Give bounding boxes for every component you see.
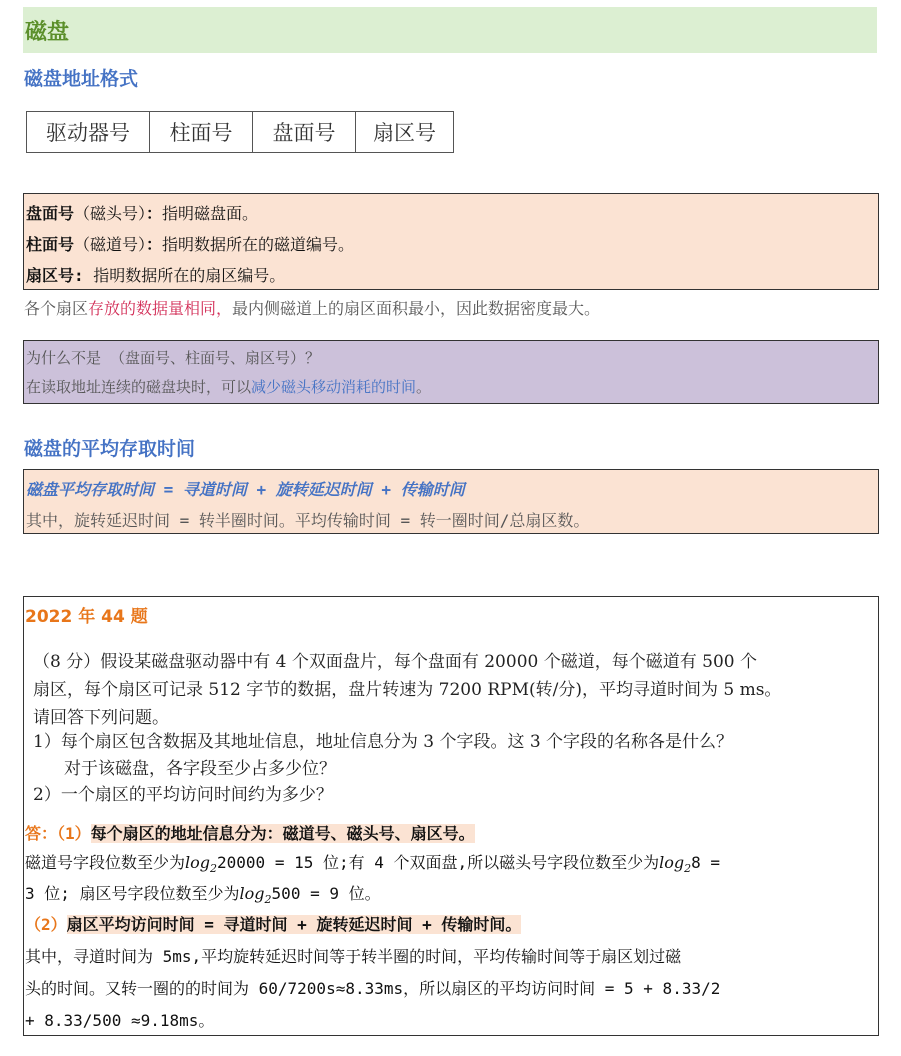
calc-line-1 [25, 850, 720, 875]
answer-2-text: 扇区平均访问时间 = 寻道时间 + 旋转延迟时间 + 传输时间。 [66, 915, 522, 934]
explain-line: 头的时间。又转一圈的的时间为 60/7200s≈8.33ms，所以扇区的平均访问时间 = 5 + 8.33/2 [25, 979, 721, 998]
definition-desc: 指明磁盘面。 [162, 204, 259, 223]
definition-paren: （磁道号） [74, 235, 147, 254]
definition-sector [26, 263, 285, 286]
log-symbol: log [239, 884, 265, 903]
access-time-formula: 磁盘平均存取时间 = 寻道时间 + 旋转延迟时间 + 传输时间 [26, 480, 465, 499]
definition-cylinder [26, 232, 354, 255]
calc-text: 500 = 9 位。 [271, 884, 381, 903]
question-line: （8 分）假设某磁盘驱动器中有 4 个双面盘片，每个盘面有 20000 个磁道，每个磁道有 500 个 [33, 652, 757, 672]
definition-term: 扇区号 [26, 266, 75, 285]
why-box [23, 340, 879, 404]
field-sector-number: 扇区号 [356, 112, 454, 153]
answer-1-text: 每个扇区的地址信息分为：磁道号、磁头号、扇区号。 [90, 824, 475, 843]
field-cylinder-number: 柱面号 [150, 112, 253, 153]
calc-text: 3 位; 扇区号字段位数至少为 [25, 884, 240, 903]
sector-note-highlight: 存放的数据量相同， [88, 299, 233, 318]
definition-desc: 指明数据所在的扇区编号。 [83, 266, 286, 285]
definitions-box [23, 193, 879, 290]
log-base: 2 [210, 862, 218, 876]
definition-term: 柱面号 [26, 235, 75, 254]
sector-note [24, 296, 600, 319]
definition-colon: : [74, 266, 84, 285]
calc-text: 20000 = 15 位;有 4 个双面盘,所以磁头号字段位数至少为 [217, 853, 660, 872]
definition-paren: （磁头号） [74, 204, 147, 223]
definition-colon: ： [146, 235, 163, 254]
calc-text: 8 = [691, 853, 721, 872]
exam-question-box [23, 596, 879, 1036]
log-symbol: log [185, 853, 211, 872]
why-question: 为什么不是 （盘面号、柱面号、扇区号）？ [26, 349, 321, 367]
address-format-heading: 磁盘地址格式 [24, 68, 139, 90]
access-time-box [23, 469, 879, 534]
sector-note-post: 最内侧磁道上的扇区面积最小，因此数据密度最大。 [232, 299, 601, 318]
question-line: 2）一个扇区的平均访问时间约为多少？ [33, 785, 333, 805]
definition-desc: 指明数据所在的磁道编号。 [162, 235, 355, 254]
why-answer-post: 。 [416, 378, 432, 396]
log-base: 2 [684, 862, 692, 876]
definition-surface [26, 201, 258, 224]
definition-colon: ： [146, 204, 163, 223]
log-base: 2 [264, 893, 272, 907]
access-time-heading: 磁盘的平均存取时间 [24, 438, 196, 460]
page-title: 磁盘 [25, 19, 70, 45]
question-line: 请回答下列问题。 [33, 708, 169, 728]
answer-2-label: （2） [25, 915, 67, 934]
question-line: 扇区，每个扇区可记录 512 字节的数据，盘片转速为 7200 RPM(转/分)，平均寻道时间为 5 ms。 [33, 680, 782, 700]
sector-note-pre: 各个扇区 [24, 299, 89, 318]
explain-line: + 8.33/500 ≈9.18ms。 [25, 1011, 215, 1030]
answer-label: 答：（1） [25, 824, 91, 843]
why-answer [26, 376, 431, 397]
question-line: 对于该磁盘，各字段至少占多少位？ [64, 759, 336, 779]
field-drive-number: 驱动器号 [27, 112, 150, 153]
question-line: 1）每个扇区包含数据及其地址信息，地址信息分为 3 个字段。这 3 个字段的名称各是什么？ [33, 732, 734, 752]
log-symbol: log [659, 853, 685, 872]
calc-line-2 [25, 881, 381, 906]
title-bar [23, 7, 877, 53]
definition-term: 盘面号 [26, 204, 75, 223]
access-time-note: 其中，旋转延迟时间 = 转半圈时间。平均传输时间 = 转一圈时间/总扇区数。 [26, 511, 590, 530]
address-format-table [26, 111, 454, 153]
calc-text: 磁道号字段位数至少为 [25, 853, 186, 872]
explain-line: 其中，寻道时间为 5ms,平均旋转延迟时间等于转半圈的时间，平均传输时间等于扇区划过磁 [25, 947, 682, 966]
answer-1 [25, 821, 475, 844]
why-answer-highlight: 减少磁头移动消耗的时间 [251, 378, 417, 396]
why-answer-pre: 在读取地址连续的磁盘块时，可以 [26, 378, 252, 396]
field-surface-number: 盘面号 [253, 112, 356, 153]
answer-2 [25, 912, 521, 935]
question-title: 2022 年 44 题 [25, 607, 148, 627]
